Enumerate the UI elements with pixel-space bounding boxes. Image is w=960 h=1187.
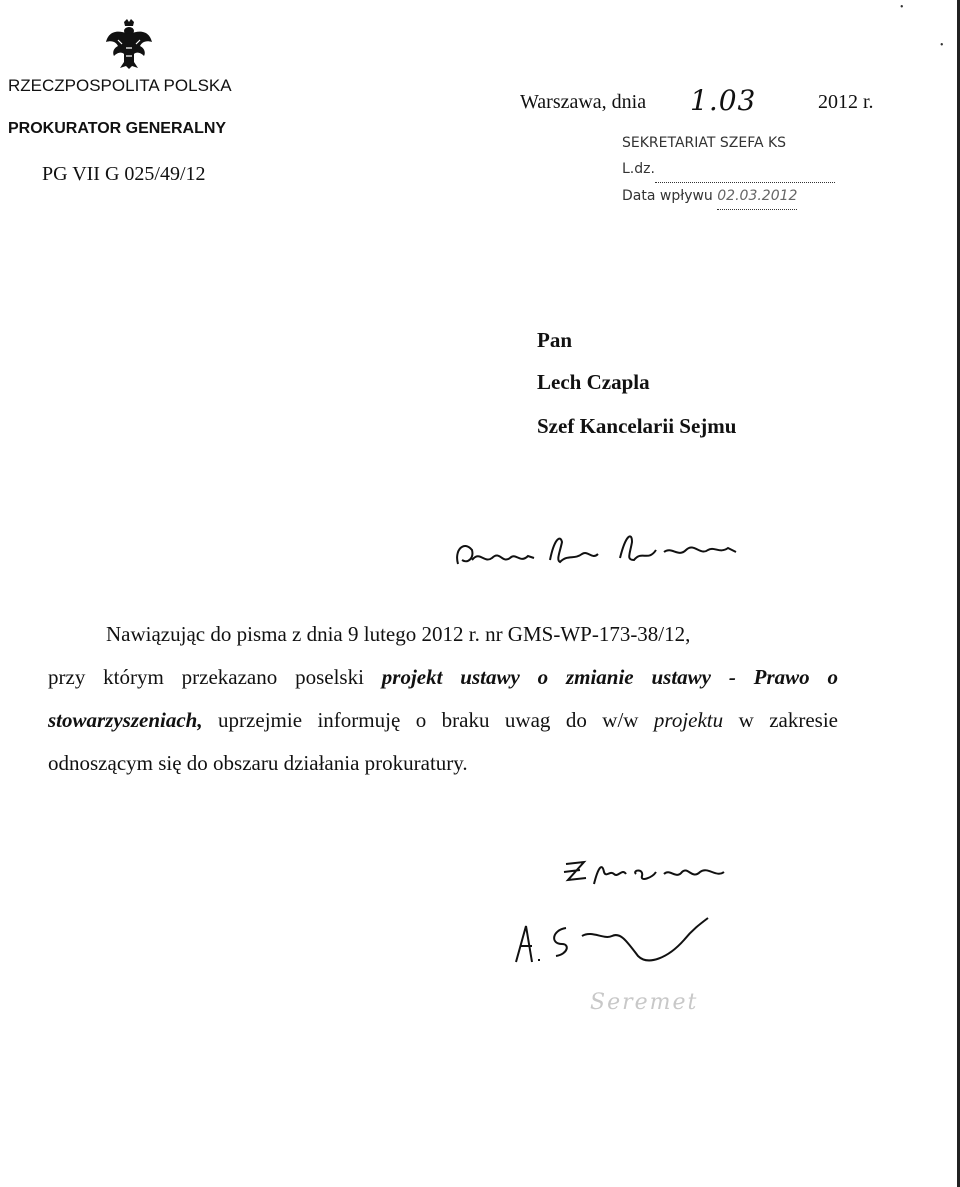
letter-body: [48, 613, 838, 785]
body-text: w zakresie odnoszącym się do obszaru działania prokuratury.: [48, 708, 838, 775]
body-text: uprzejmie informuję o braku uwag do w/w: [202, 708, 654, 732]
handwritten-salutation: [450, 520, 790, 580]
stamp-received-value: 02.03.2012: [717, 183, 797, 210]
project-word: projektu: [653, 708, 724, 732]
stamp-received-row: [622, 183, 835, 210]
country-name: RZECZPOSPOLITA POLSKA: [8, 76, 232, 95]
place-label: Warszawa, dnia: [520, 91, 647, 113]
office-name: PROKURATOR GENERALNY: [8, 120, 227, 137]
stamp-ldz-line: [655, 156, 835, 183]
signature: [508, 910, 718, 970]
body-paragraph: [48, 656, 838, 785]
addressee-position: Szef Kancelarii Sejmu: [537, 414, 737, 438]
stamp-ldz-row: [622, 156, 835, 183]
addressee-salutation: Pan: [537, 328, 573, 352]
faded-name-stamp: Seremet: [590, 990, 699, 1015]
handwritten-closing: [560, 850, 730, 890]
handwritten-date: 1.03: [690, 84, 757, 117]
scan-speck: •: [940, 40, 944, 51]
date-year: 2012 r.: [818, 91, 874, 113]
scan-speck: •: [900, 2, 904, 13]
stamp-received-label: Data wpływu: [622, 188, 713, 204]
receipt-stamp: [622, 130, 835, 210]
stamp-title: SEKRETARIAT SZEFA KS: [622, 135, 787, 151]
case-reference: PG VII G 025/49/12: [42, 163, 206, 185]
bill-title: projekt ustawy o zmianie ustawy - Prawo o stowarzyszeniach,: [48, 665, 838, 732]
addressee-name: Lech Czapla: [537, 370, 650, 394]
body-text: przy którym przekazano poselski: [48, 665, 382, 689]
stamp-ldz-label: L.dz.: [622, 161, 655, 177]
polish-eagle-emblem-icon: [104, 18, 154, 70]
body-line-1: Nawiązując do pisma z dnia 9 lutego 2012 r. nr GMS-WP-173-38/12,: [106, 622, 691, 646]
